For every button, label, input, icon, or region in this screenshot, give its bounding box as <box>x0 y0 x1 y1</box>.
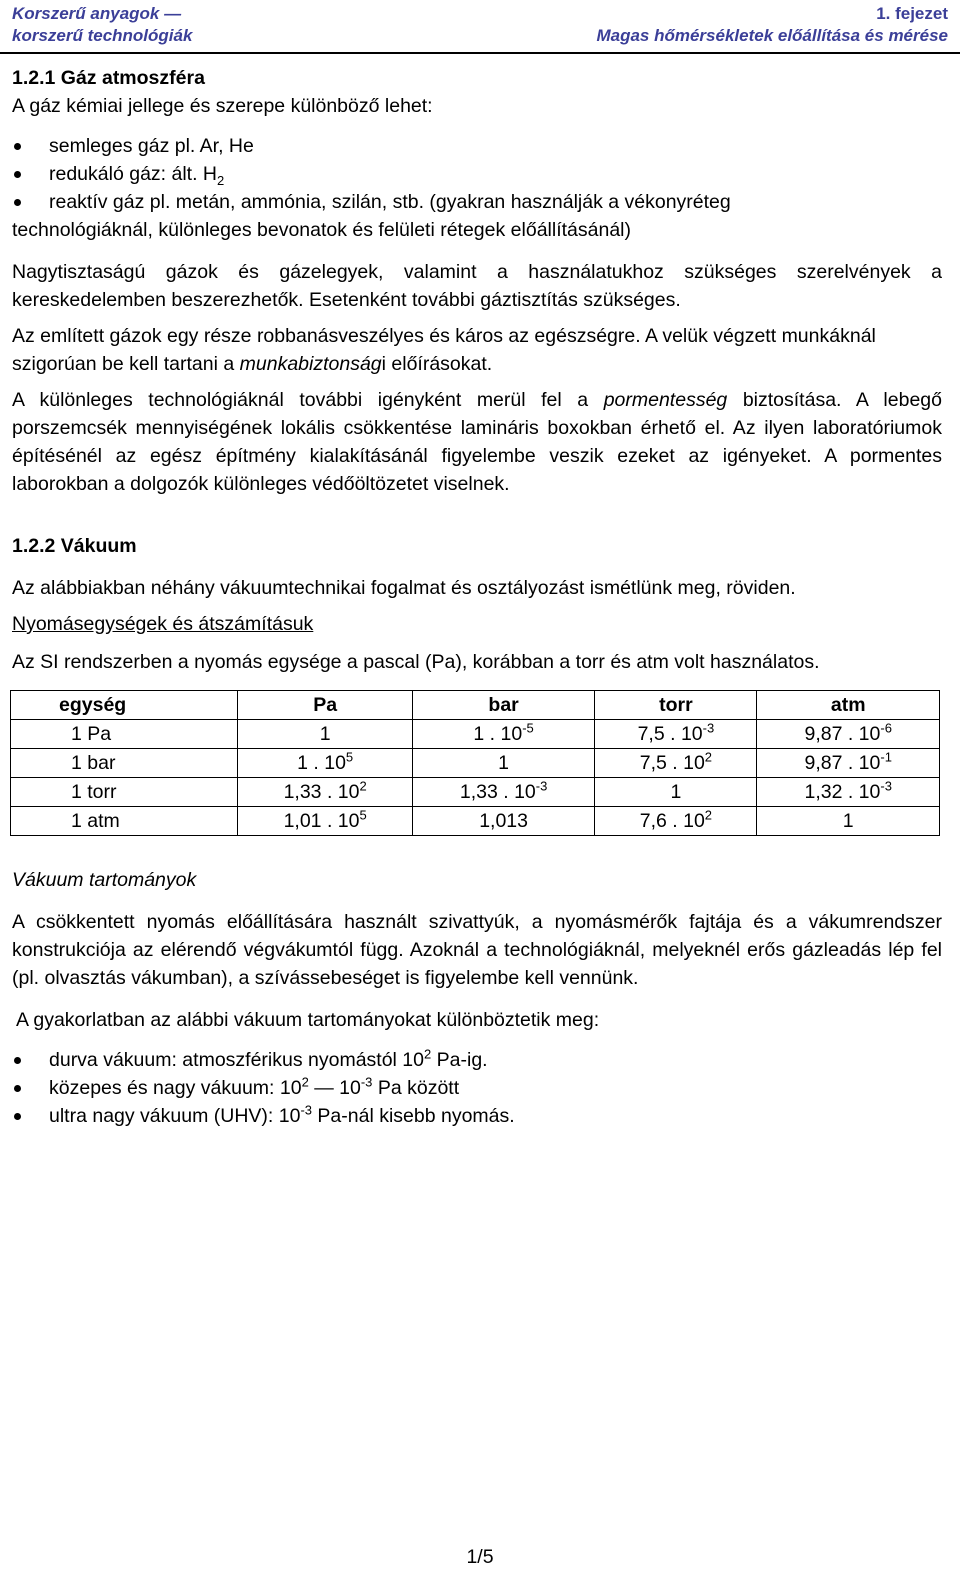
page-number: 1/5 <box>466 1546 494 1568</box>
table-cell: 1 <box>238 720 412 749</box>
table-cell: 1,01 . $10^5$ <box>238 807 412 836</box>
table-cell: 9,87 . $10^{-1}$ <box>757 749 940 778</box>
header-chapter-number: 1. fejezet <box>876 4 948 23</box>
header-chapter-title: Magas hőmérsékletek előállítása és mérése <box>596 26 948 45</box>
list-item: semleges gáz pl. Ar, He <box>12 132 942 160</box>
gas-intro: A gáz kémiai jellege és szerepe különböző lehet: <box>12 95 433 117</box>
table-row <box>11 749 940 778</box>
list-item: redukáló gáz: ált. $H_2$ <box>12 160 942 188</box>
table-cell: 1 atm <box>11 807 238 836</box>
bullet-icon <box>14 1057 21 1064</box>
header-book-title: Korszerű anyagok — <box>12 4 182 23</box>
table-cell: 1,33 . $10^{-3}$ <box>412 778 595 807</box>
vacuum-intro: Az alábbiakban néhány vákuumtechnikai fogalmat és osztályozást ismétlünk meg, röviden. <box>12 577 796 599</box>
bullet-icon <box>14 143 21 150</box>
gas-type-list <box>12 132 942 216</box>
table-cell: 1 Pa <box>11 720 238 749</box>
list-item: ultra nagy vákuum (UHV): $10^{-3}$ Pa-nál kisebb nyomás. <box>12 1102 942 1130</box>
table-row <box>11 778 940 807</box>
table-cell: 1 . $10^{-5}$ <box>412 720 595 749</box>
column-header: bar <box>412 691 595 720</box>
vacuum-ranges-intro: A gyakorlatban az alábbi vákuum tartományokat különböztetik meg: <box>16 1009 600 1031</box>
column-header: egység <box>11 691 238 720</box>
bullet-icon <box>14 1113 21 1120</box>
section-heading-gas-atmosphere: 1.2.1 Gáz atmoszféra <box>12 67 205 89</box>
table-cell: 1,013 <box>412 807 595 836</box>
pressure-unit-table <box>10 690 940 836</box>
table-cell: 7,5 . $10^2$ <box>595 749 757 778</box>
list-item: reaktív gáz pl. metán, ammónia, szilán, stb. (gyakran használják a vékonyréteg <box>12 188 942 216</box>
table-cell: 1 <box>757 807 940 836</box>
vacuum-range-list <box>12 1046 942 1130</box>
table-cell: 1 bar <box>11 749 238 778</box>
table-row <box>11 807 940 836</box>
table-cell: 1,32 . $10^{-3}$ <box>757 778 940 807</box>
vacuum-ranges-subheading: Vákuum tartományok <box>12 869 197 891</box>
gas-safety-paragraph: Az említett gázok egy része robbanásveszélyes és káros az egészségre. A velük végzett munkáknál szigorúan be kell tartani a munkabiztonsági előírásokat. <box>12 325 876 375</box>
column-header: Pa <box>238 691 412 720</box>
table-cell: 1 <box>595 778 757 807</box>
section-heading-vacuum: 1.2.2 Vákuum <box>12 535 137 557</box>
vacuum-system-paragraph: A csökkentett nyomás előállítására használt szivattyúk, a nyomásmérők fajtája és a vákumrendszer konstrukciója az elérendő végvákumtól függ. Azoknál a technológiáknál, melyeknél erős gázleadás lép fel (pl. olvasztás vákumban), a szívássebeséget is figyelembe kell vennünk. <box>12 911 942 989</box>
table-cell: 7,5 . $10^{-3}$ <box>595 720 757 749</box>
table-cell: 1,33 . $10^2$ <box>238 778 412 807</box>
table-cell: 1 torr <box>11 778 238 807</box>
table-header-row <box>11 691 940 720</box>
document-body <box>12 64 942 1130</box>
table-cell: 7,6 . $10^2$ <box>595 807 757 836</box>
column-header: torr <box>595 691 757 720</box>
bullet-icon <box>14 199 21 206</box>
table-cell: 1 <box>412 749 595 778</box>
table-cell: 9,87 . $10^{-6}$ <box>757 720 940 749</box>
table-row <box>11 720 940 749</box>
bullet-icon <box>14 171 21 178</box>
table-cell: 1 . $10^5$ <box>238 749 412 778</box>
gas-bullet3-continuation: technológiáknál, különleges bevonatok és felületi rétegek előállításánál) <box>12 219 631 241</box>
page-header <box>0 0 960 54</box>
dust-free-paragraph: A különleges technológiáknál további igényként merül fel a pormentesség biztosítása. A lebegő porszemcsék mennyiségének lokális csökkentése lamináris boxokban érhető el. Az ilyen laboratóriumok építésénél az egész építmény kialakításánál figyelembe veszik ezeket az igényeket. A pormentes laborokban a dolgozók különleges védőöltözetet viselnek. <box>12 389 942 495</box>
list-item: közepes és nagy vákuum: $10^2$ — $10^{-3}$ Pa között <box>12 1074 942 1102</box>
bullet-icon <box>14 1085 21 1092</box>
pressure-units-subheading: Nyomásegységek és átszámításuk <box>12 613 314 635</box>
header-book-subtitle: korszerű technológiák <box>12 26 193 45</box>
si-units-paragraph: Az SI rendszerben a nyomás egysége a pascal (Pa), korábban a torr és atm volt használatos. <box>12 651 820 673</box>
list-item: durva vákuum: atmoszférikus nyomástól $10^2$ Pa-ig. <box>12 1046 942 1074</box>
column-header: atm <box>757 691 940 720</box>
gas-purity-paragraph: Nagytisztaságú gázok és gázelegyek, valamint a használatukhoz szükséges szerelvények a kereskedelemben beszerezhetők. Esetenként további gáztisztítás szükséges. <box>12 261 942 311</box>
